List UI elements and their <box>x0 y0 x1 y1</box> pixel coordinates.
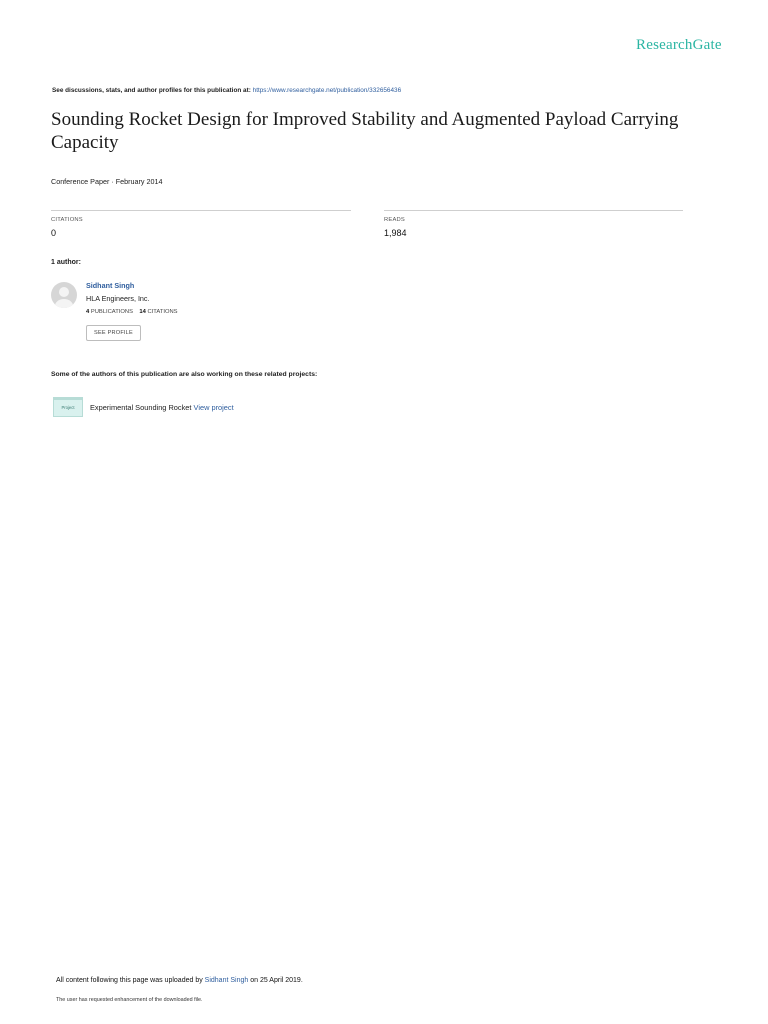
discussions-line <box>52 87 401 94</box>
citations-label: CITATIONS <box>51 217 83 223</box>
authors-heading: 1 author: <box>51 259 81 266</box>
author-institution: HLA Engineers, Inc. <box>86 294 150 303</box>
author-publications-label: PUBLICATIONS <box>90 309 133 315</box>
citations-count: 0 <box>51 228 57 238</box>
related-projects-heading: Some of the authors of this publication are also working on these related projects: <box>51 371 318 378</box>
enhancement-note: The user has requested enhancement of the downloaded file. <box>56 997 203 1003</box>
reads-count: 1,984 <box>384 228 407 238</box>
upload-prefix: All content following this page was uploaded by <box>56 977 203 984</box>
person-icon <box>51 282 77 308</box>
reads-divider <box>384 210 683 211</box>
author-avatar[interactable] <box>51 282 77 308</box>
discussions-prefix: See discussions, stats, and author profiles for this publication at: <box>52 87 251 94</box>
author-name-link[interactable]: Sidhant Singh <box>86 281 135 290</box>
project-item <box>90 403 234 412</box>
uploader-link[interactable]: Sidhant Singh <box>204 977 249 984</box>
publication-meta: Conference Paper · February 2014 <box>51 177 163 186</box>
upload-note <box>56 977 303 984</box>
reads-label: READS <box>384 217 405 223</box>
author-citations-count: 14 <box>139 309 146 315</box>
publication-url-link[interactable]: https://www.researchgate.net/publication/332656436 <box>252 87 402 94</box>
author-stats <box>86 309 178 315</box>
project-folder-icon[interactable] <box>53 397 83 417</box>
project-icon-label: Project <box>61 405 75 410</box>
author-publications-count: 4 <box>86 309 90 315</box>
citations-divider <box>51 210 351 211</box>
researchgate-logo[interactable]: ResearchGate <box>636 37 722 53</box>
author-citations-label: CITATIONS <box>147 309 178 315</box>
project-name: Experimental Sounding Rocket <box>90 403 192 412</box>
view-project-link[interactable]: View project <box>193 403 234 412</box>
see-profile-button[interactable]: SEE PROFILE <box>86 325 141 341</box>
publication-title: Sounding Rocket Design for Improved Stability and Augmented Payload Carrying Capacity <box>51 109 679 153</box>
upload-suffix: on 25 April 2019. <box>250 977 303 984</box>
